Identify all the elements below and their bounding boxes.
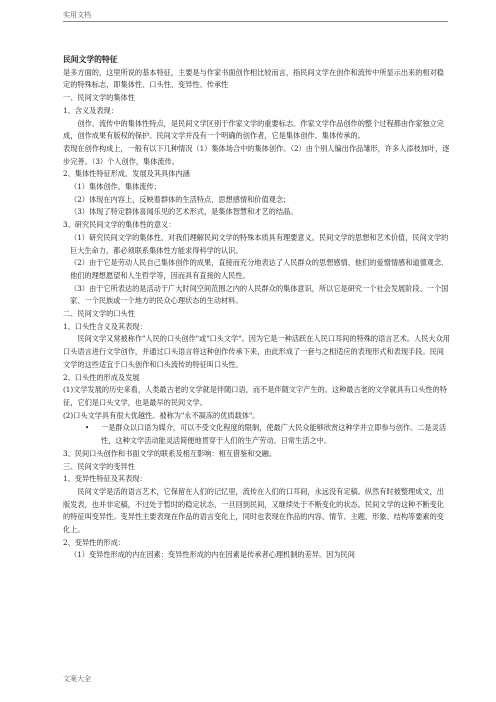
paragraph: 民间文学又常被称作"人民的口头创作"或"口头文学"。因为它是一种活跃在人民口耳间的特殊的语言艺术。人民大众用口头语言进行文学创作，并通过口头语言将这种创作传承下来，由此形成了一套与之相适应的表现形式和表现手段。民间文学的这些适宜于口头创作和口头流传的特征叫口头性。 xyxy=(63,334,450,369)
subsection-heading: 2、口头性的形成及发展 xyxy=(63,372,140,382)
intro-paragraph: 是多方面的，这里所说的基本特征，主要是与作家书面创作相比较而言，指民间文学在创作和流传中所显示出来的相对稳定的特殊标志，即集体性、口头性、变异性、传承性 xyxy=(63,67,444,90)
paragraph: 创作、流传中的集体性特点，是民间文学区别于作家文学的重要标志。作家文学作品创作的整个过程都由作家独立完成，创作成果有版权的保护。民间文学并没有一个明确的创作者，它是集体创作、集体传承的。 xyxy=(63,118,444,141)
header-divider xyxy=(63,21,448,22)
page-footer: 文案大全 xyxy=(63,675,91,683)
subsection-heading: 1、含义及表现： xyxy=(63,105,118,115)
section-heading: 二、民间文学的口头性 xyxy=(63,309,135,319)
section-heading: 一、民间文学的集体性 xyxy=(63,93,135,103)
paragraph: 表现在创作构成上，一般有以下几种情况（1）集体场合中的集体创作。（2）由个别人编出作品雏形，许多人添枝加叶，逐步完善。（3）个人创作，集体流传。 xyxy=(63,143,450,166)
bullet-item xyxy=(63,422,451,447)
subsection-heading: 1、口头性含义及其表现： xyxy=(63,321,147,331)
bullet-text: 一是群众以口语为媒介，可以不受文化程度的限制，使最广大民众能够欣赏这种学并立即参与创作。二是灵活性，这种文学活动能灵活简便地贯穿于人们的生产劳动、日常生活之中。 xyxy=(101,423,447,446)
paragraph: (1)文学发展的历史来看，人类最古老的文学就是伴随口语，而不是伴随文字产生的。这种最古老的文学就具有口头性的特征，它们是口头文学，也是最早的民间文学。 xyxy=(63,385,447,407)
document-body xyxy=(63,54,451,562)
list-item: （2）由于它是劳动人民自己集体创作的成果，直接而充分地表达了人民群众的思想感情、他们的爱憎情感和道德观念、他们的理想愿望和人生哲学等，因而具有直接的人民性。 xyxy=(70,258,449,280)
document-title: 民间文学的特征 xyxy=(63,55,118,64)
paragraph: 民间文学是活的语言艺术，它保留在人们的记忆里，流传在人们的口耳间，永远没有定稿。纵然有时被整理成文，出版发表，也并非定稿，不过处于暂时的稳定状态，一旦回到民间，又继续处于不断变化的状态。民间文学的这种不断变化的特征叫变异性。变异性主要表现在作品的语言变化上，同时也表现在作品的内容、情节、主题、形象、结构等要素的变化上。 xyxy=(63,486,444,535)
list-item: （3）体现了特定群体喜闻乐见的艺术形式，是集体智慧和才艺的结晶。 xyxy=(70,207,298,217)
subsection-heading: 1、变异性特征及其表现： xyxy=(63,474,147,484)
section-heading: 三、民间文学的变异性 xyxy=(63,461,135,471)
subsection-heading: 3、研究民间文学的集体性的意义： xyxy=(63,220,176,230)
list-item: （2）体现在内容上，反映着群体的生活特点、思想感情和价值观念； xyxy=(70,194,291,204)
list-item: （1）集体创作，集体流传； xyxy=(70,182,161,192)
bullet-icon: • xyxy=(85,423,90,433)
page-header: 实用文档 xyxy=(63,11,91,19)
subsection-heading: 2、集体性特征形成、发展及其具体内涵 xyxy=(63,169,190,179)
paragraph: (2)口头文学具有很大优越性。被称为"永不凝冻的优质载体"。 xyxy=(63,410,260,420)
list-item: （1）变异性形成的内在因素：变异性形成的内在因素是传承者心理机制的差异。因为民间 xyxy=(70,550,355,560)
list-item: （3）由于它所表达的是活动于广大时间空间范围之内的人民群众的集体意识，所以它是研究一个社会发展阶段、一个国家、一个民族或一个地方的民众心理状态的生动材料。 xyxy=(70,283,449,306)
subsection-heading: 3、民间口头创作和书面文学的联系及相互影响：相互借鉴和交融。 xyxy=(63,448,277,458)
subsection-heading: 2、变异性的形成： xyxy=(63,537,126,547)
list-item: （1）研究民间文学的集体性，对我们理解民间文学的特殊本质具有理要意义。民间文学的思想和艺术价值，民间文学的巨大生命力，都必须联系集体性方能求得科学的认识。 xyxy=(70,232,449,255)
